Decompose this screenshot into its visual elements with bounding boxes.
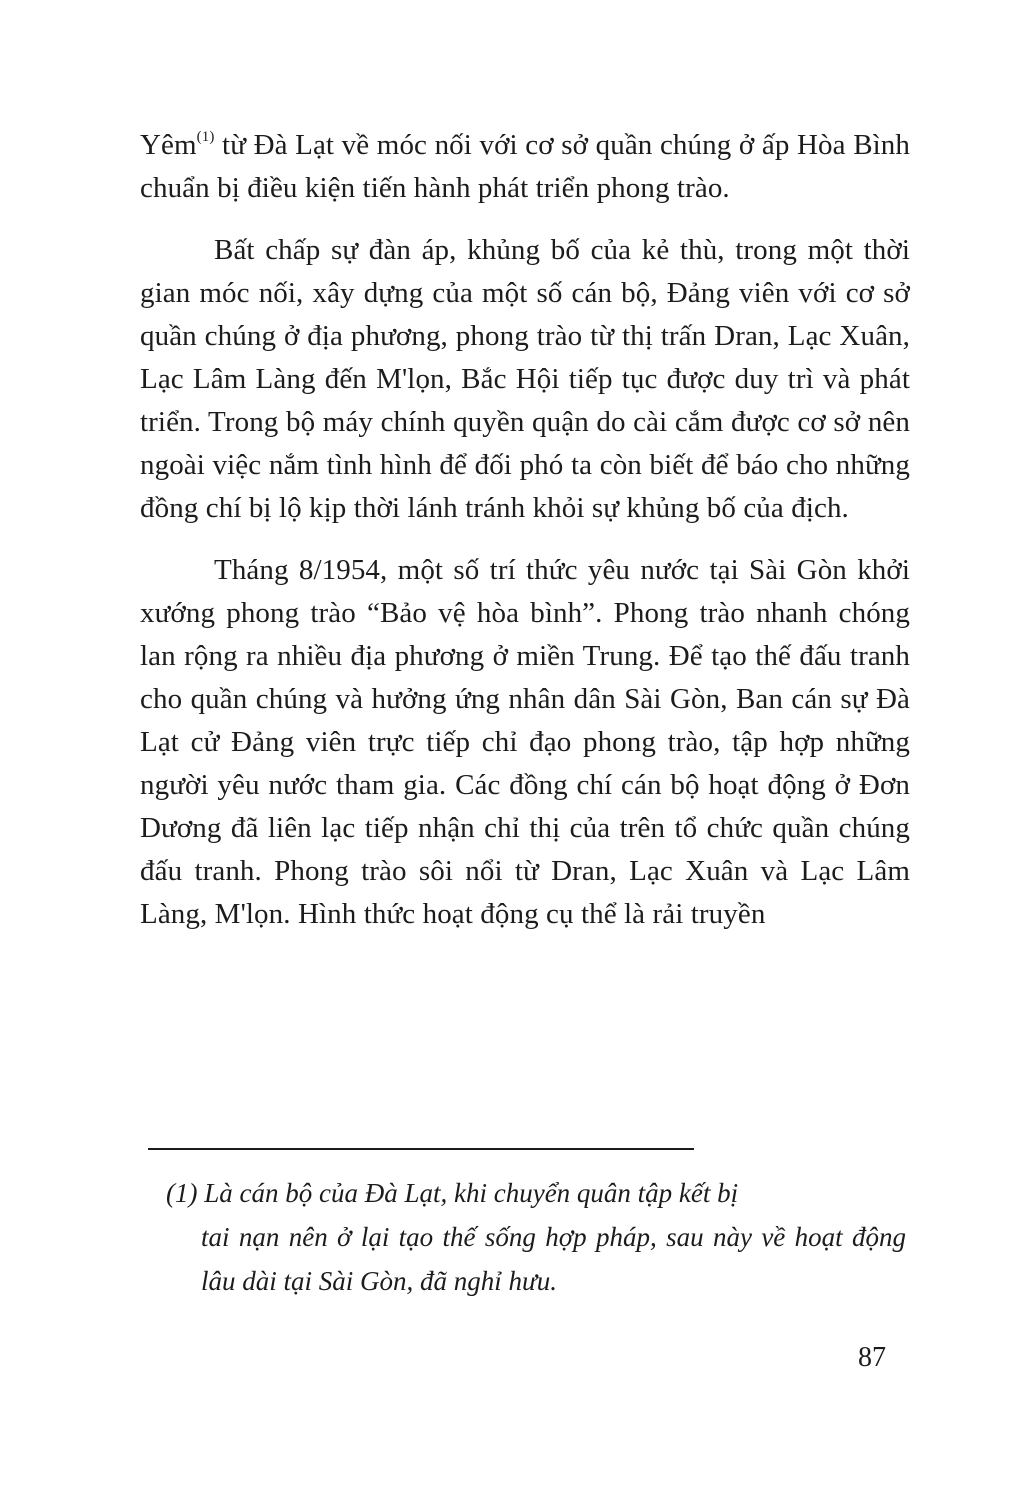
footnote [166, 1171, 906, 1303]
paragraph-1-text: từ Đà Lạt về móc nối với cơ sở quần chúng ở ấp Hòa Bình chuẩn bị điều kiện tiến hành phát triển phong trào. [140, 129, 910, 204]
body-text [140, 124, 910, 936]
footnote-line-1: Là cán bộ của Đà Lạt, khi chuyển quân tập kết bị [197, 1178, 739, 1208]
page-number: 87 [858, 1342, 886, 1373]
footnote-continuation: tai nạn nên ở lại tạo thế sống hợp pháp, sau này về hoạt động lâu dài tại Sài Gòn, đã nghỉ hưu. [201, 1222, 906, 1296]
paragraph-2: Bất chấp sự đàn áp, khủng bố của kẻ thù, trong một thời gian móc nối, xây dựng của một số cán bộ, Đảng viên với cơ sở quần chúng ở địa phương, phong trào từ thị trấn Dran, Lạc Xuân, Lạc Lâm Làng đến M'lọn, Bắc Hội tiếp tục được duy trì và phát triển. Trong bộ máy chính quyền quận do cài cắm được cơ sở nên ngoài việc nắm tình hình để đối phó ta còn biết để báo cho những đồng chí bị lộ kịp thời lánh tránh khỏi sự khủng bố của địch. [140, 234, 910, 524]
footnote-separator [148, 1148, 694, 1150]
paragraph-3: Tháng 8/1954, một số trí thức yêu nước tại Sài Gòn khởi xướng phong trào “Bảo vệ hòa bình”. Phong trào nhanh chóng lan rộng ra nhiều địa phương ở miền Trung. Để tạo thế đấu tranh cho quần chúng và hưởng ứng nhân dân Sài Gòn, Ban cán sự Đà Lạt cử Đảng viên trực tiếp chỉ đạo phong trào, tập hợp những người yêu nước tham gia. Các đồng chí cán bộ hoạt động ở Đơn Dương đã liên lạc tiếp nhận chỉ thị của trên tổ chức quần chúng đấu tranh. Phong trào sôi nổi từ Dran, Lạc Xuân và Lạc Lâm Làng, M'lọn. Hình thức hoạt động cụ thể là rải truyền [140, 554, 910, 930]
paragraph-1 [140, 124, 910, 210]
footnote-reference: (1) [196, 129, 215, 146]
paragraph-1-lead: Yêm [140, 129, 197, 161]
footnote-marker: (1) [166, 1178, 198, 1208]
